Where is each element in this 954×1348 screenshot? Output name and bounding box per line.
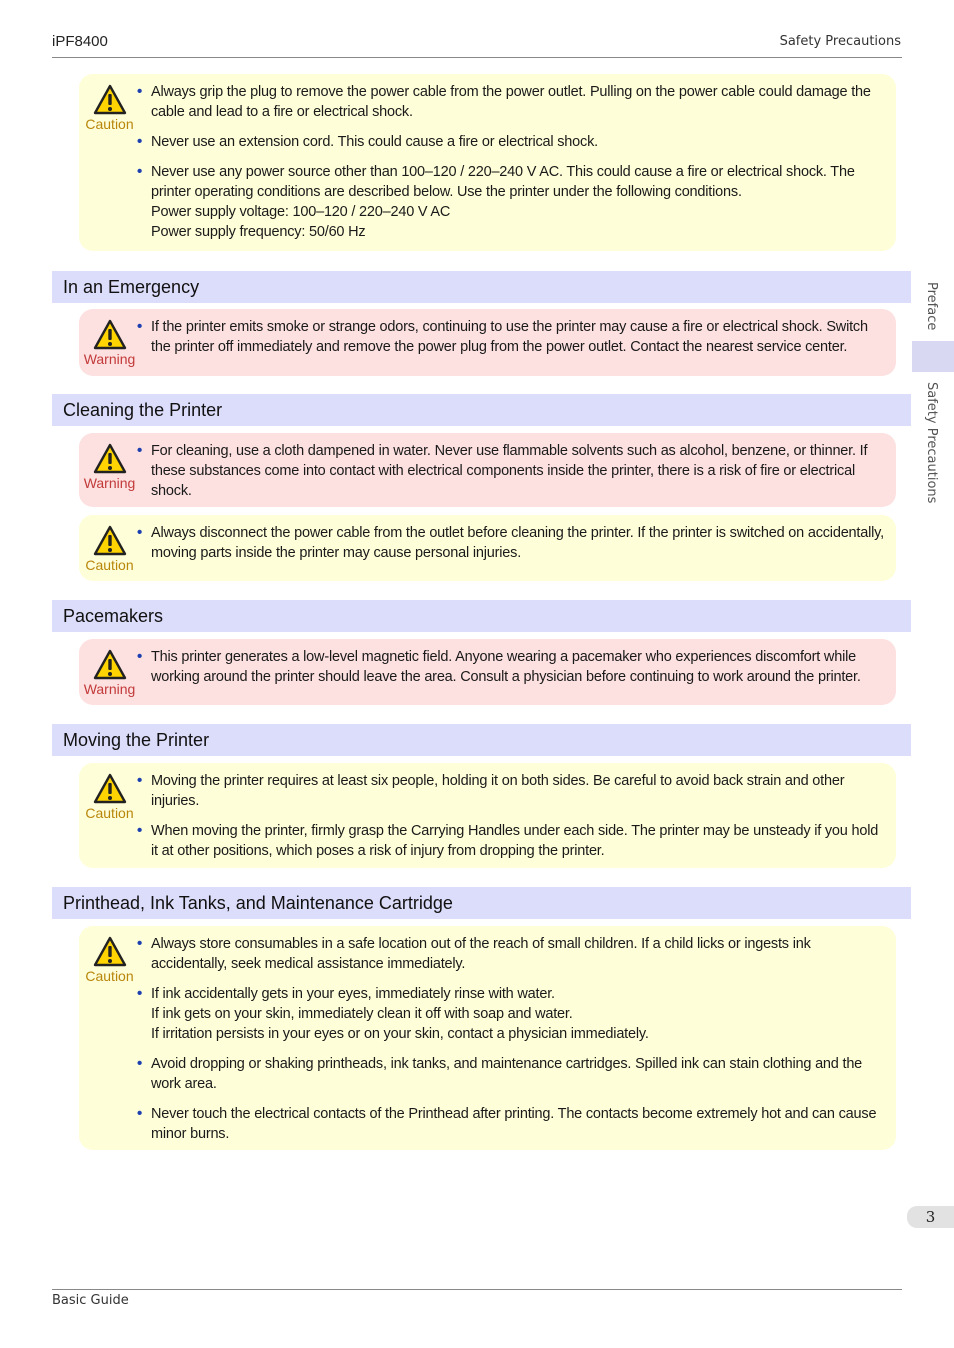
page-number: 3 [907, 1206, 954, 1228]
warning-triangle-icon [93, 649, 127, 681]
item-text [151, 162, 886, 242]
item-line: If ink accidentally gets in your eyes, immediately rinse with water. [151, 986, 555, 1002]
section-heading: Moving the Printer [52, 724, 911, 756]
list-item [137, 441, 886, 501]
side-tab-marker [912, 341, 954, 372]
section-heading: Cleaning the Printer [52, 394, 911, 426]
alert-label: Warning [83, 475, 136, 491]
alert-label: Warning [83, 681, 136, 697]
bullet-list [132, 441, 886, 499]
list-item [137, 523, 886, 563]
bullet-list [132, 523, 886, 573]
alert-icon-block [83, 441, 136, 499]
bullet-icon: • [137, 318, 143, 335]
item-text [151, 82, 886, 122]
warning-triangle-icon [93, 773, 127, 805]
item-text [151, 317, 886, 357]
bullet-icon: • [137, 648, 143, 665]
warning-triangle-icon [93, 443, 127, 475]
list-item [137, 821, 886, 861]
warning-box [79, 433, 896, 507]
bullet-icon: • [137, 935, 143, 952]
alert-label: Caution [85, 805, 134, 821]
warning-triangle-icon [93, 936, 127, 968]
caution-box [79, 74, 896, 251]
bullet-icon: • [137, 524, 143, 541]
alert-icon-block [87, 771, 132, 860]
bullet-icon: • [137, 83, 143, 100]
bullet-icon: • [137, 772, 143, 789]
item-text [151, 647, 886, 687]
main-content [52, 74, 911, 1150]
item-text [151, 132, 886, 152]
bullet-list [132, 82, 886, 243]
caution-box [79, 515, 896, 581]
item-line: Never use any power source other than 100–120 / 220–240 V AC. This could cause a fire or electrical shock. The printer operating conditions are described below. Use the printer under the following conditions. [151, 164, 855, 200]
item-line: Moving the printer requires at least six people, holding it on both sides. Be careful to avoid back strain and other injuries. [151, 773, 845, 809]
item-line: Always disconnect the power cable from the outlet before cleaning the printer. If the printer is switched on accidentally, moving parts inside the printer may cause personal injuries. [151, 525, 884, 561]
header-chapter: Safety Precautions [779, 34, 901, 49]
item-line: When moving the printer, firmly grasp the Carrying Handles under each side. The printer may be unsteady if you hold it at other positions, which poses a risk of injury from dropping the printer. [151, 823, 879, 859]
header-rule [52, 57, 902, 58]
list-item [137, 1054, 886, 1094]
list-item [137, 934, 886, 974]
item-line: Never use an extension cord. This could cause a fire or electrical shock. [151, 134, 598, 150]
item-text [151, 1054, 886, 1094]
list-item [137, 771, 886, 811]
bullet-icon: • [137, 985, 143, 1002]
footer-rule [52, 1289, 902, 1290]
list-item [137, 984, 886, 1044]
bullet-list [132, 934, 886, 1142]
item-text [151, 821, 886, 861]
caution-box [79, 926, 896, 1150]
side-tab-preface[interactable]: Preface [924, 282, 939, 331]
alert-icon-block [87, 523, 132, 573]
list-item [137, 647, 886, 687]
item-line: If irritation persists in your eyes or on your skin, contact a physician immediately. [151, 1026, 649, 1042]
warning-triangle-icon [93, 84, 127, 116]
alert-label: Warning [83, 351, 136, 367]
bullet-icon: • [137, 163, 143, 180]
item-line: Avoid dropping or shaking printheads, ink tanks, and maintenance cartridges. Spilled ink can stain clothing and the work area. [151, 1056, 863, 1092]
bullet-list [132, 771, 886, 860]
item-text [151, 441, 886, 501]
side-tab-safety[interactable]: Safety Precautions [924, 382, 939, 504]
section-heading: Printhead, Ink Tanks, and Maintenance Cartridge [52, 887, 911, 919]
item-text [151, 771, 886, 811]
section-heading: In an Emergency [52, 271, 911, 303]
item-line: This printer generates a low-level magnetic field. Anyone wearing a pacemaker who experiences discomfort while working around the printer should leave the area. Consult a physician before continuing to work around the printer. [151, 649, 861, 685]
item-line: If ink gets on your skin, immediately clean it off with soap and water. [151, 1006, 573, 1022]
item-line: Never touch the electrical contacts of the Printhead after printing. The contacts become extremely hot and can cause minor burns. [151, 1106, 877, 1142]
alert-icon-block [83, 647, 136, 697]
item-text [151, 934, 886, 974]
bullet-list [132, 647, 886, 697]
bullet-icon: • [137, 442, 143, 459]
section-heading: Pacemakers [52, 600, 911, 632]
alert-icon-block [83, 317, 136, 368]
item-line: Always grip the plug to remove the power cable from the power outlet. Pulling on the power cable could damage the cable and lead to a fire or electrical shock. [151, 84, 871, 120]
item-text [151, 1104, 886, 1144]
bullet-list [132, 317, 886, 368]
caution-box [79, 763, 896, 868]
header-model: iPF8400 [52, 33, 108, 50]
footer-guide: Basic Guide [52, 1293, 129, 1308]
list-item [137, 1104, 886, 1144]
bullet-icon: • [137, 822, 143, 839]
item-line: Power supply voltage: 100–120 / 220–240 V AC [151, 204, 451, 220]
item-text [151, 984, 886, 1044]
alert-icon-block [87, 82, 132, 243]
alert-label: Caution [85, 557, 134, 573]
list-item [137, 132, 886, 152]
item-line: Power supply frequency: 50/60 Hz [151, 224, 366, 240]
list-item [137, 82, 886, 122]
bullet-icon: • [137, 1105, 143, 1122]
item-line: Always store consumables in a safe location out of the reach of small children. If a child licks or ingests ink accidentally, seek medical assistance immediately. [151, 936, 811, 972]
item-text [151, 523, 886, 563]
bullet-icon: • [137, 133, 143, 150]
list-item [137, 162, 886, 242]
item-line: For cleaning, use a cloth dampened in water. Never use flammable solvents such as alcohol, benzene, or thinner. If these substances come into contact with electrical components inside the printer, there is a risk of fire or electrical shock. [151, 443, 868, 499]
alert-label: Caution [85, 968, 134, 984]
item-line: If the printer emits smoke or strange odors, continuing to use the printer may cause a fire or electrical shock. Switch the printer off immediately and remove the power plug from the power outlet. Contact the nearest service center. [151, 319, 868, 355]
alert-icon-block [87, 934, 132, 1142]
bullet-icon: • [137, 1055, 143, 1072]
warning-box [79, 639, 896, 705]
warning-triangle-icon [93, 525, 127, 557]
list-item [137, 317, 886, 357]
warning-triangle-icon [93, 319, 127, 351]
warning-box [79, 309, 896, 376]
alert-label: Caution [85, 116, 134, 132]
